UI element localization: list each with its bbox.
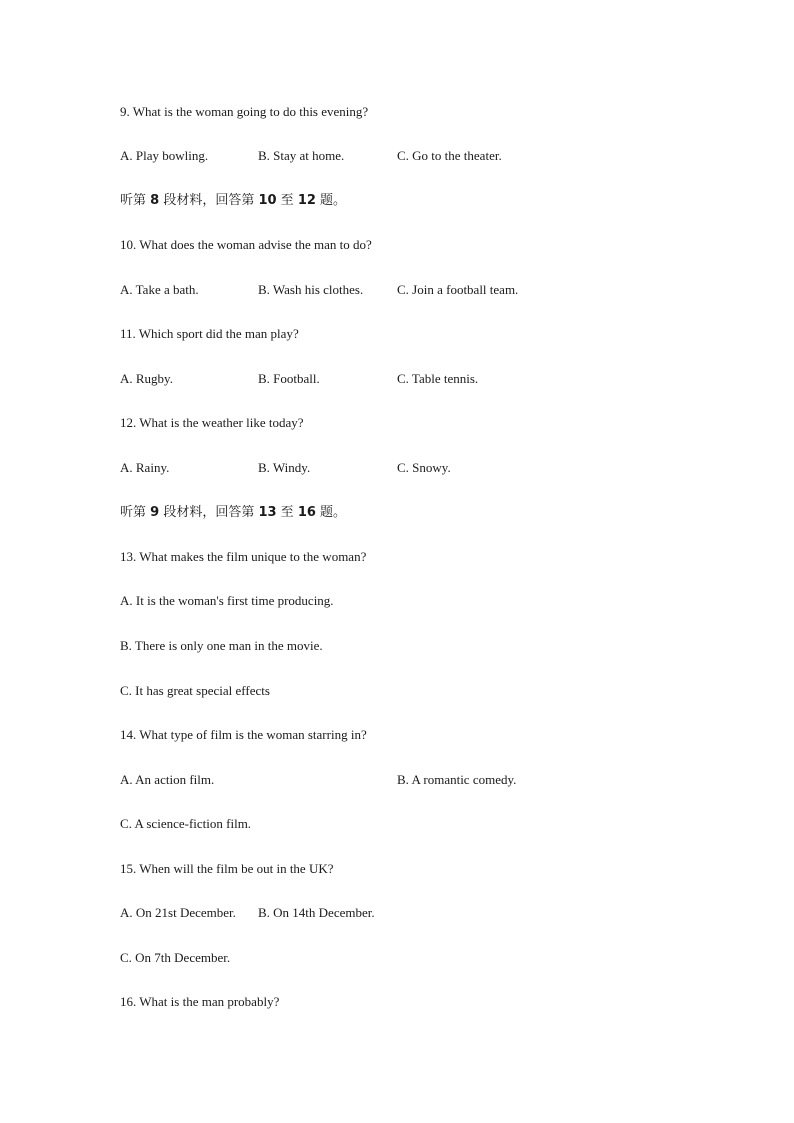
question-13: 13. What makes the film unique to the woman? [120, 549, 367, 564]
question-10: 10. What does the woman advise the man to do? [120, 237, 372, 252]
q14-option-c: C. A science-fiction film. [120, 816, 252, 831]
question-11: 11. Which sport did the man play? [120, 326, 299, 341]
question-16: 16. What is the man probably? [120, 994, 280, 1009]
question-9: 9. What is the woman going to do this evening? [120, 104, 369, 119]
q9-option-a: A. Play bowling. [120, 148, 209, 163]
q14-option-b: B. A romantic comedy. [397, 772, 517, 787]
q15-option-b: B. On 14th December. [258, 905, 375, 920]
q14-option-a: A. An action film. [120, 772, 215, 787]
q10-option-c: C. Join a football team. [397, 282, 519, 297]
q15-option-c: C. On 7th December. [120, 950, 231, 965]
section-8-heading: 听第 8 段材料，回答第 10 至 12 题。 [120, 193, 347, 208]
q10-option-b: B. Wash his clothes. [258, 282, 364, 297]
q13-option-a: A. It is the woman's first time producing. [120, 593, 334, 608]
question-14: 14. What type of film is the woman starring in? [120, 727, 367, 742]
section-9-heading: 听第 9 段材料，回答第 13 至 16 题。 [120, 505, 347, 520]
q11-option-c: C. Table tennis. [397, 371, 479, 386]
q9-option-b: B. Stay at home. [258, 148, 345, 163]
q12-option-c: C. Snowy. [397, 460, 451, 475]
q13-option-b: B. There is only one man in the movie. [120, 638, 323, 653]
q10-option-a: A. Take a bath. [120, 282, 199, 297]
question-15: 15. When will the film be out in the UK? [120, 861, 334, 876]
q12-option-a: A. Rainy. [120, 460, 170, 475]
q15-option-a: A. On 21st December. [120, 905, 236, 920]
q9-option-c: C. Go to the theater. [397, 148, 502, 163]
q13-option-c: C. It has great special effects [120, 683, 270, 698]
q11-option-a: A. Rugby. [120, 371, 173, 386]
q12-option-b: B. Windy. [258, 460, 311, 475]
question-12: 12. What is the weather like today? [120, 415, 304, 430]
q11-option-b: B. Football. [258, 371, 320, 386]
